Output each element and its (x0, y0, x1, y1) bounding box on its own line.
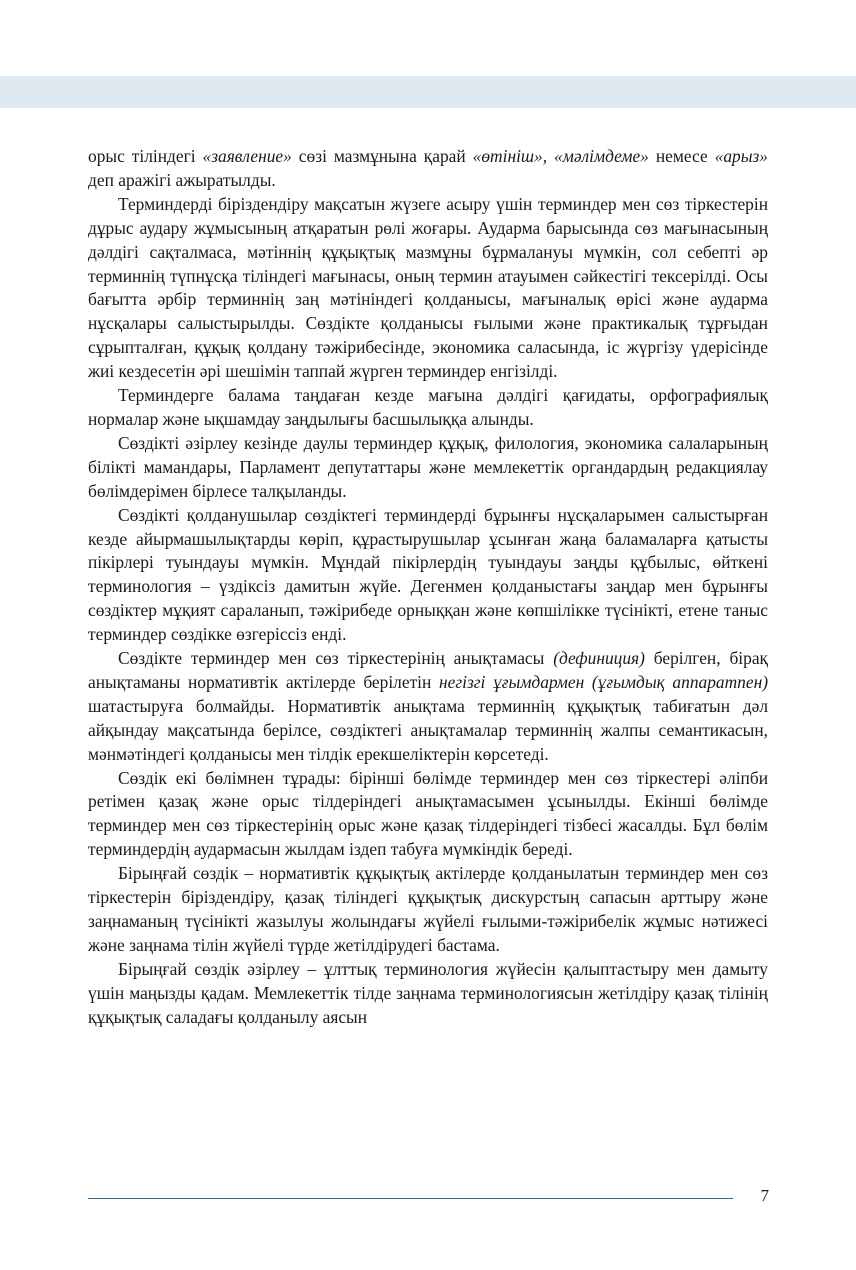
text-segment: Бірыңғай сөздік әзірлеу – ұлттық терминология жүйесін қалыптастыру мен дамыту үшін маңызды қадам. Мемлекеттік тілде заңнама терминологиясын жетілдіру қазақ тілінің құқықтық саладағы қолданылу аясын (88, 958, 768, 1027)
paragraph-p4 (88, 504, 768, 647)
text-segment: Сөздікті әзірлеу кезінде даулы терминдер құқық, филология, экономика салаларының білікті мамандары, Парламент депутаттары және мемлекеттік органдардың редакциялау бөлімдерімен бірлесе талқыланды. (88, 432, 768, 501)
italic-term: «өтініш», «мәлімдеме» (472, 146, 649, 166)
italic-term: «заявление» (202, 146, 292, 166)
italic-term: «арыз» (714, 146, 768, 166)
paragraph-p1 (88, 193, 768, 384)
text-segment: орыс тіліндегі (88, 146, 203, 166)
paragraph-p7 (88, 862, 768, 958)
text-segment: сөзі мазмұнына қарай (291, 146, 473, 166)
text-segment: Бірыңғай сөздік – нормативтік құқықтық актілерде қолданылатын терминдер мен сөз тіркестерін біріздендіру, қазақ тіліндегі құқықтық дискурстың сапасын арттыру және заңнаманың түсінікті жазылуы жолындағы жүйелі ғылыми-тәжірибелік жұмыс нәтижесі және заңнама тілін жүйелі түрде жетілдірудегі бастама. (88, 863, 768, 955)
text-segment: Сөздікте терминдер мен сөз тіркестерінің анықтамасы (118, 648, 554, 669)
paragraph-p5 (88, 647, 768, 767)
text-segment: немесе (648, 146, 715, 166)
body-text (88, 145, 768, 1030)
paragraph-p2 (88, 384, 768, 432)
paragraph-p6 (88, 767, 768, 863)
header-band (0, 76, 856, 108)
text-segment: Терминдерді біріздендіру мақсатын жүзеге асыру үшін терминдер мен сөз тіркестерін дұрыс аудару жұмысының атқаратын рөлі жоғары. Аударма барысында сөз мағынасының дәлдігі сақталмаса, мәтіннің құқықтық мазмұны бұрмалануы мүмкін, сол себепті әр терминнің түпнұсқа тіліндегі мағынасы, оның термин атауымен сәйкестігі тексерілді. Осы бағытта әрбір терминнің заң мәтініндегі қолданысы, мағыналық өрісі және аударма нұсқалары салыстырылды. Сөздікте қолданысы ғылыми және практикалық тұрғыдан сұрыпталған, құқық қолдану тәжірибесінде, экономика саласында, іс жүргізу үдерісінде жиі кездесетін әрі шешімін таппай жүрген терминдер енгізілді. (88, 193, 768, 382)
italic-term: (дефиниция) (553, 648, 645, 669)
text-segment: берілген, бірақ анықтаманы нормативтік актілерде берілетін (88, 648, 768, 692)
paragraph-p8 (88, 958, 768, 1030)
text-segment: деп аражігі ажыратылды. (88, 169, 276, 190)
text-segment: Сөздік екі бөлімнен тұрады: бірінші бөлімде терминдер мен сөз тіркестері әліпби ретімен қазақ және орыс тілдеріндегі анықтамасымен ұсынылды. Екінші бөлімде терминдер мен сөз тіркестерінің орыс және қазақ тілдеріндегі тізбесі жасалды. Бұл бөлім терминдердің аудармасын жылдам іздеп табуға мүмкіндік береді. (88, 767, 768, 860)
footer-rule (88, 1198, 733, 1199)
text-segment: шатастыруға болмайды. Нормативтік анықтама терминнің құқықтық табиғатын дәл айқындау мақсатында берілсе, сөздіктегі анықтамалар терминнің жалпы семантикасын, мәнмәтіндегі қолданысы мен тілдік ерекшеліктерін көрсетеді. (88, 695, 768, 764)
text-segment: Сөздікті қолданушылар сөздіктегі терминдерді бұрынғы нұсқаларымен салыстырған кезде айырмашылықтарды көріп, құрастырушылар ұсынған жаңа баламаларға қатысты пікірлері туындауы мүмкін. Мұндай пікірлердің туындауы заңды құбылыс, өйткені терминология – үздіксіз дамитын жүйе. Дегенмен қолданыстағы заңдар мен бұрынғы сөздіктер мұқият сараланып, тәжірибеде орныққан және көпшілікке түсінікті, етене таныс терминдер сөздікке өзгеріссіз енді. (88, 504, 768, 645)
page-number: 7 (760, 1186, 769, 1205)
text-segment: Терминдерге балама таңдаған кезде мағына дәлдігі қағидаты, орфографиялық нормалар және ықшамдау заңдылығы басшылыққа алынды. (88, 385, 768, 429)
italic-term: негізгі ұғымдармен (ұғымдық аппаратпен) (439, 671, 768, 692)
paragraph-p3 (88, 432, 768, 504)
paragraph-p0 (88, 145, 768, 193)
